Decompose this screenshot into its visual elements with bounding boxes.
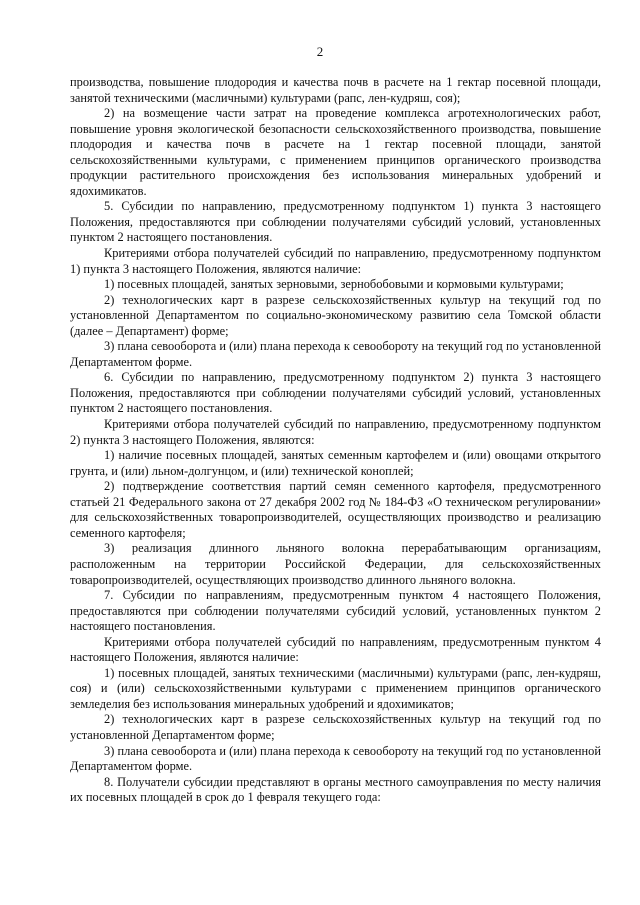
paragraph-7-criteria: Критериями отбора получателей субсидий по направлениям, предусмотренным пунктом 4 настоящего Положения, являются наличие:: [70, 634, 601, 665]
paragraph-4-item-2: 2) на возмещение части затрат на проведение комплекса агротехнологических работ, повышение уровня экологической безопасности сельскохозяйственного производства, повышение плодородия и качества почв в расчете на 1 гектар посевной площади, занятой сельскохозяйственными культурами, с применением принципов органического производства продукции растительного происхождения без использования минеральных удобрений и ядохимикатов.: [70, 106, 601, 198]
paragraph-7: 7. Субсидии по направлениям, предусмотренным пунктом 4 настоящего Положения, предоставляются при соблюдении получателями субсидий условий, установленных пунктом 2 настоящего постановления.: [70, 588, 601, 634]
page-number: 2: [316, 44, 324, 59]
paragraph-7-criteria-item-2: 2) технологических карт в разрезе сельскохозяйственных культур на текущий год по установленной Департаментом форме;: [70, 712, 601, 742]
paragraph-5-criteria-item-3: 3) плана севооборота и (или) плана перехода к севообороту на текущий год по установленной Департаментом форме.: [70, 339, 601, 369]
paragraph-7-criteria-item-3: 3) плана севооборота и (или) плана перехода к севообороту на текущий год по установленной Департаментом форме.: [70, 743, 601, 774]
paragraph-8: 8. Получатели субсидии представляют в органы местного самоуправления по месту наличия их посевных площадей в срок до 1 февраля текущего года:: [70, 774, 601, 805]
document-body: [70, 75, 601, 806]
paragraph-5-criteria-item-1: 1) посевных площадей, занятых зерновыми, зернобобовыми и кормовыми культурами;: [104, 277, 564, 292]
paragraph-5-criteria: Критериями отбора получателей субсидий по направлению, предусмотренному подпунктом 1) пункта 3 настоящего Положения, являются наличие:: [70, 246, 601, 276]
paragraph-6-criteria-item-1: 1) наличие посевных площадей, занятых семенным картофелем и (или) овощами открытого грунта, и (или) льном-долгунцом, и (или) технической коноплей;: [70, 448, 601, 478]
paragraph-continuation: производства, повышение плодородия и качества почв в расчете на 1 гектар посевной площади, занятой техническими (масличными) культурами (рапс, лен-кудряш, соя);: [70, 75, 601, 105]
paragraph-7-criteria-item-1: 1) посевных площадей, занятых техническими (масличными) культурами (рапс, лен-кудряш, соя) и (или) сельскохозяйственными культурами с применением принципов органического земледелия без использования минеральных удобрений и ядохимикатов;: [70, 665, 601, 711]
paragraph-5: 5. Субсидии по направлению, предусмотренному подпунктом 1) пункта 3 настоящего Положения, предоставляются при соблюдении получателями субсидий условий, установленных пунктом 2 настоящего постановления.: [70, 199, 601, 245]
paragraph-6-criteria: Критериями отбора получателей субсидий по направлению, предусмотренному подпунктом 2) пункта 3 настоящего Положения, являются:: [70, 417, 601, 447]
paragraph-6: 6. Субсидии по направлению, предусмотренному подпунктом 2) пункта 3 настоящего Положения, предоставляются при соблюдении получателями субсидий условий, установленных пунктом 2 настоящего постановления.: [70, 370, 601, 416]
paragraph-6-criteria-item-3: 3) реализация длинного льняного волокна перерабатывающим организациям, расположенным на территории Российской Федерации, для сельскохозяйственных товаропроизводителей, осуществляющих производство длинного льняного волокна.: [70, 541, 601, 587]
paragraph-5-criteria-item-2: 2) технологических карт в разрезе сельскохозяйственных культур на текущий год по установленной Департаментом по социально-экономическому развитию села Томской области (далее – Департамент) форме;: [70, 292, 601, 338]
paragraph-6-criteria-item-2: 2) подтверждение соответствия партий семян семенного картофеля, предусмотренного статьей 21 Федерального закона от 27 декабря 2002 год № 184-ФЗ «О техническом регулировании» для сельскохозяйственных товаропроизводителей, осуществляющих производство и реализацию семенного картофеля;: [70, 479, 601, 540]
